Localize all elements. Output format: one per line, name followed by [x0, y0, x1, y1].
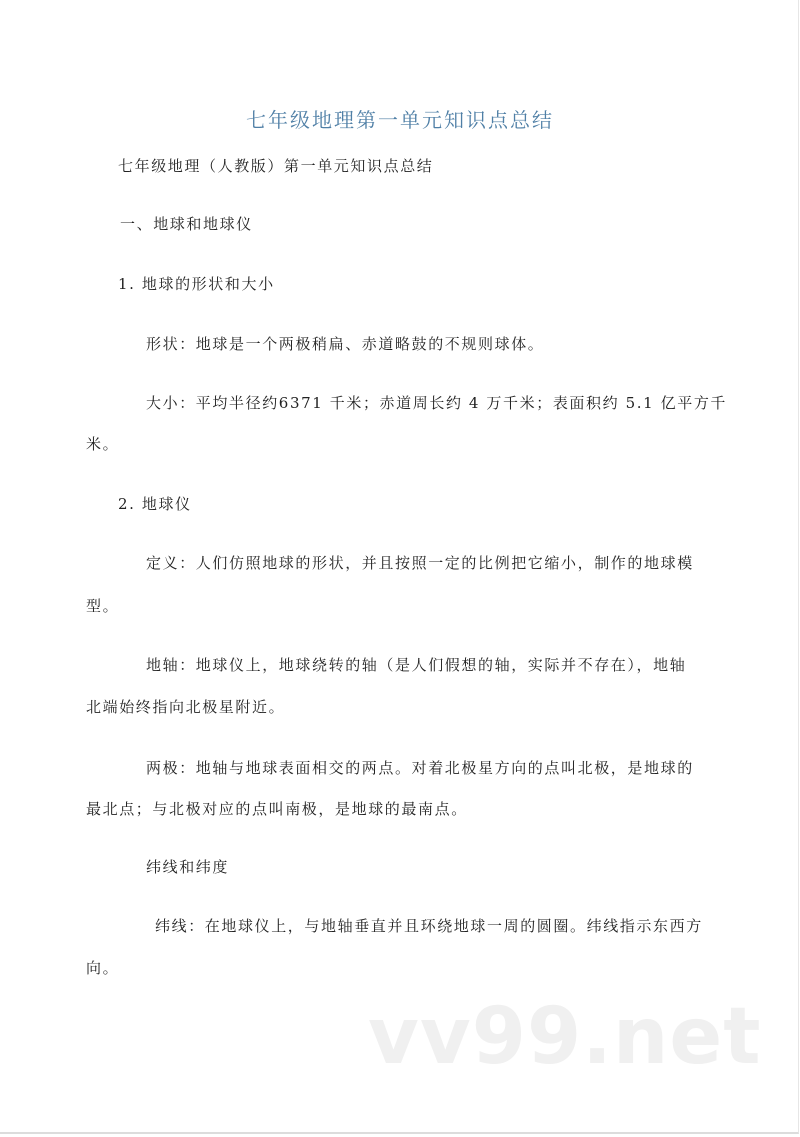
- paragraph-definition-line1: 定义：人们仿照地球的形状，并且按照一定的比例把它缩小，制作的地球模: [146, 554, 694, 572]
- paragraph-poles-line1: 两极：地轴与地球表面相交的两点。对着北极星方向的点叫北极，是地球的: [146, 759, 694, 777]
- section-heading: 一、地球和地球仪: [120, 215, 253, 233]
- paragraph-latitude-line1: 纬线：在地球仪上，与地轴垂直并且环绕地球一周的圆圈。纬线指示东西方: [155, 917, 703, 935]
- paragraph-axis-line2: 北端始终指向北极星附近。: [86, 698, 286, 716]
- item-heading-globe: 2. 地球仪: [118, 495, 192, 513]
- paragraph-size-line2: 米。: [86, 435, 120, 453]
- paragraph-definition-line2: 型。: [86, 597, 120, 615]
- item-heading-shape-size: 1. 地球的形状和大小: [118, 275, 275, 293]
- paragraph-size-line1: 大小：平均半径约6371 千米；赤道周长约 4 万千米；表面积约 5.1 亿平方千: [146, 394, 728, 412]
- watermark: vv99.net: [368, 992, 762, 1082]
- paragraph-poles-line2: 最北点；与北极对应的点叫南极，是地球的最南点。: [86, 800, 468, 818]
- subtitle: 七年级地理（人教版）第一单元知识点总结: [118, 157, 434, 175]
- document-title: 七年级地理第一单元知识点总结: [246, 108, 554, 132]
- paragraph-shape: 形状：地球是一个两极稍扁、赤道略鼓的不规则球体。: [146, 335, 545, 353]
- paragraph-latitude-line2: 向。: [86, 959, 120, 977]
- paragraph-axis-line1: 地轴：地球仪上，地球绕转的轴（是人们假想的轴，实际并不存在），地轴: [146, 656, 687, 674]
- subheading-latitude: 纬线和纬度: [146, 858, 230, 876]
